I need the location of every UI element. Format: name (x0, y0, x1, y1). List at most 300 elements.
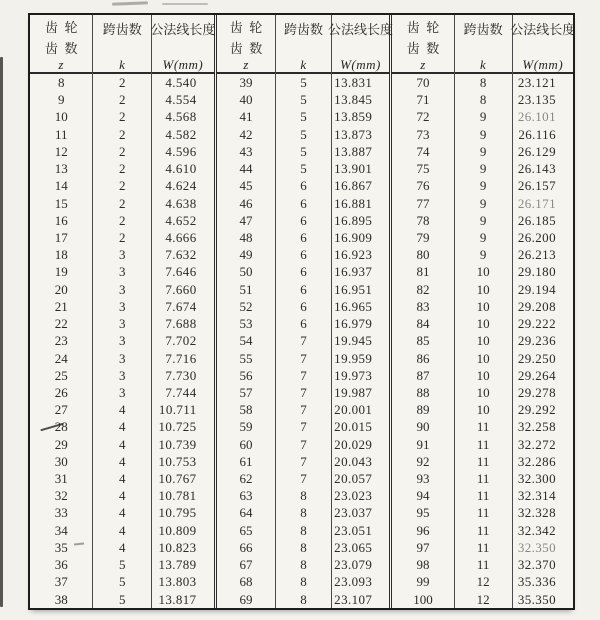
k-cell: 11 (454, 418, 512, 435)
k-cell: 6 (275, 229, 330, 246)
w-cell: 13.845 (331, 91, 390, 108)
k-cell: 5 (92, 591, 151, 608)
z-cell: 95 (416, 505, 430, 521)
k-cell: 3 (92, 281, 151, 298)
z-cell: 29 (54, 436, 68, 452)
z-cell: 31 (54, 471, 68, 487)
k-cell: 11 (454, 436, 512, 453)
k-cell: 8 (454, 91, 512, 108)
k-cell: 6 (275, 212, 330, 229)
k-cell: 3 (92, 315, 151, 332)
w-cell: 23.107 (331, 591, 390, 608)
z-cell: 71 (416, 92, 430, 108)
w-cell: 13.859 (331, 108, 390, 125)
w-cell: 29.278 (512, 384, 573, 401)
w-cell: 16.937 (331, 263, 390, 280)
z-cell: 79 (416, 229, 430, 245)
k-cell: 10 (454, 367, 512, 384)
k-cell: 5 (275, 108, 330, 125)
k-cell: 3 (92, 332, 151, 349)
w-cell: 7.660 (151, 281, 213, 298)
z-cell: 63 (239, 488, 253, 504)
k-cell: 12 (454, 591, 512, 608)
w-cell: 20.001 (331, 401, 390, 418)
z-cell: 90 (416, 419, 430, 435)
k-cell: 10 (454, 401, 512, 418)
gear-teeth-symbol: z (420, 57, 426, 72)
span-teeth-symbol: k (300, 57, 307, 72)
k-cell: 6 (275, 315, 330, 332)
w-cell: 29.250 (512, 350, 573, 367)
z-cell: 36 (54, 557, 68, 573)
k-cell: 6 (275, 281, 330, 298)
gear-teeth-label-line1: 齿 轮 (229, 20, 263, 35)
k-cell: 8 (275, 487, 330, 504)
z-cell: 9 (57, 92, 65, 108)
z-cell: 55 (239, 350, 253, 366)
k-cell: 7 (275, 453, 330, 470)
k-cell: 11 (454, 556, 512, 573)
z-cell: 97 (416, 539, 430, 555)
page-edge-shadow (0, 57, 3, 607)
w-cell: 16.881 (331, 195, 390, 212)
z-cell: 81 (416, 264, 430, 280)
k-cell: 12 (454, 573, 512, 590)
normal-length-label: 公法线长度 (327, 22, 393, 37)
w-cell: 13.873 (331, 126, 390, 143)
z-cell: 60 (239, 436, 253, 452)
k-cell: 3 (92, 350, 151, 367)
z-cell: 58 (239, 402, 253, 418)
k-cell: 11 (454, 504, 512, 521)
z-cell: 45 (239, 178, 253, 194)
w-cell: 26.101 (512, 108, 573, 125)
w-cell: 13.789 (151, 556, 213, 573)
k-cell: 4 (92, 522, 151, 539)
z-cell: 64 (239, 505, 253, 521)
k-cell: 7 (275, 367, 330, 384)
w-cell: 23.079 (331, 556, 390, 573)
w-cell: 26.200 (512, 229, 573, 246)
common-normal-length-table (28, 13, 575, 610)
k-cell: 3 (92, 263, 151, 280)
w-cell: 16.951 (331, 281, 390, 298)
z-cell: 74 (416, 143, 430, 159)
z-cell: 52 (239, 298, 253, 314)
k-cell: 2 (92, 160, 151, 177)
normal-length-symbol: W(mm) (522, 57, 564, 72)
k-cell: 4 (92, 487, 151, 504)
table-group-2 (214, 15, 393, 608)
header-normal-length (510, 15, 576, 77)
table-body (30, 74, 214, 608)
w-cell: 16.867 (331, 177, 390, 194)
header-gear-teeth (392, 15, 453, 77)
z-cell: 34 (54, 522, 68, 538)
k-cell: 3 (92, 298, 151, 315)
w-cell: 7.716 (151, 350, 213, 367)
k-cell: 9 (454, 143, 512, 160)
k-cell: 8 (454, 74, 512, 91)
z-cell: 70 (416, 75, 430, 90)
k-cell: 11 (454, 487, 512, 504)
w-cell: 32.258 (512, 418, 573, 435)
w-cell: 32.300 (512, 470, 573, 487)
z-cell: 98 (416, 557, 430, 573)
z-cell: 82 (416, 281, 430, 297)
k-cell: 5 (275, 160, 330, 177)
k-cell: 2 (92, 74, 151, 91)
w-cell: 26.185 (512, 212, 573, 229)
k-cell: 9 (454, 246, 512, 263)
k-cell: 7 (275, 418, 330, 435)
z-cell: 89 (416, 402, 430, 418)
w-cell: 10.725 (151, 418, 213, 435)
w-cell: 26.157 (512, 177, 573, 194)
w-cell: 32.342 (512, 522, 573, 539)
w-cell: 4.540 (151, 74, 213, 91)
normal-length-label: 公法线长度 (150, 22, 216, 37)
table-group-3 (389, 15, 576, 608)
table-group-1 (30, 15, 214, 608)
normal-length-symbol: W(mm) (162, 57, 204, 72)
w-cell: 4.554 (151, 91, 213, 108)
w-cell: 10.795 (151, 504, 213, 521)
k-cell: 11 (454, 470, 512, 487)
z-cell: 10 (54, 109, 68, 125)
w-cell: 7.674 (151, 298, 213, 315)
k-cell: 9 (454, 195, 512, 212)
gear-teeth-label-line1: 齿 轮 (44, 20, 78, 35)
k-cell: 6 (275, 246, 330, 263)
w-cell: 26.143 (512, 160, 573, 177)
header-span-teeth (92, 15, 151, 77)
w-cell: 19.987 (331, 384, 390, 401)
w-cell: 19.945 (331, 332, 390, 349)
w-cell: 4.596 (151, 143, 213, 160)
w-cell: 10.739 (151, 436, 213, 453)
k-cell: 5 (275, 143, 330, 160)
z-cell: 37 (54, 574, 68, 590)
z-cell: 100 (413, 591, 433, 607)
z-cell: 86 (416, 350, 430, 366)
w-cell: 32.314 (512, 487, 573, 504)
z-cell: 80 (416, 247, 430, 263)
z-cell: 65 (239, 522, 253, 538)
k-cell: 10 (454, 263, 512, 280)
k-cell: 10 (454, 298, 512, 315)
w-cell: 10.767 (151, 470, 213, 487)
k-cell: 10 (454, 281, 512, 298)
k-cell: 9 (454, 177, 512, 194)
z-cell: 66 (239, 539, 253, 555)
z-cell: 32 (54, 488, 68, 504)
w-cell: 29.222 (512, 315, 573, 332)
k-cell: 5 (275, 91, 330, 108)
w-cell: 16.895 (331, 212, 390, 229)
z-cell: 87 (416, 367, 430, 383)
header-gear-teeth (30, 15, 92, 77)
z-cell: 57 (239, 384, 253, 400)
z-cell: 43 (239, 143, 253, 159)
k-cell: 4 (92, 470, 151, 487)
z-cell: 46 (239, 195, 253, 211)
z-cell: 59 (239, 419, 253, 435)
k-cell: 9 (454, 212, 512, 229)
z-cell: 33 (54, 505, 68, 521)
z-cell: 28 (54, 419, 68, 435)
z-cell: 39 (239, 75, 253, 90)
w-cell: 4.582 (151, 126, 213, 143)
w-cell: 7.688 (151, 315, 213, 332)
z-cell: 35 (54, 539, 68, 555)
k-cell: 8 (275, 556, 330, 573)
z-cell: 19 (54, 264, 68, 280)
z-cell: 62 (239, 471, 253, 487)
header-span-teeth (275, 15, 330, 77)
w-cell: 20.015 (331, 418, 390, 435)
z-cell: 50 (239, 264, 253, 280)
w-cell: 23.065 (331, 539, 390, 556)
group-header (30, 15, 214, 74)
w-cell: 7.632 (151, 246, 213, 263)
k-cell: 5 (275, 126, 330, 143)
w-cell: 32.328 (512, 504, 573, 521)
gear-teeth-label-line1: 齿 轮 (406, 20, 440, 35)
k-cell: 10 (454, 350, 512, 367)
k-cell: 7 (275, 470, 330, 487)
z-cell: 77 (416, 195, 430, 211)
w-cell: 29.292 (512, 401, 573, 418)
gear-teeth-label-line2: 齿 数 (406, 41, 440, 56)
k-cell: 3 (92, 246, 151, 263)
k-cell: 3 (92, 384, 151, 401)
k-cell: 11 (454, 522, 512, 539)
k-cell: 9 (454, 229, 512, 246)
w-cell: 10.809 (151, 522, 213, 539)
w-cell: 13.803 (151, 573, 213, 590)
z-cell: 17 (54, 229, 68, 245)
header-normal-length (150, 15, 216, 77)
w-cell: 29.208 (512, 298, 573, 315)
k-cell: 11 (454, 453, 512, 470)
z-cell: 30 (54, 453, 68, 469)
z-cell: 49 (239, 247, 253, 263)
z-cell: 94 (416, 488, 430, 504)
gear-teeth-label-line2: 齿 数 (229, 41, 263, 56)
k-cell: 9 (454, 126, 512, 143)
k-cell: 5 (92, 573, 151, 590)
w-cell: 23.037 (331, 504, 390, 521)
header-normal-length (327, 15, 393, 77)
w-cell: 4.652 (151, 212, 213, 229)
z-cell: 85 (416, 333, 430, 349)
k-cell: 8 (275, 504, 330, 521)
z-cell: 20 (54, 281, 68, 297)
z-cell: 68 (239, 574, 253, 590)
w-cell: 32.370 (512, 556, 573, 573)
w-cell: 7.646 (151, 263, 213, 280)
normal-length-label: 公法线长度 (510, 22, 576, 37)
z-cell: 24 (54, 350, 68, 366)
k-cell: 6 (275, 298, 330, 315)
w-cell: 20.029 (331, 436, 390, 453)
w-cell: 29.236 (512, 332, 573, 349)
w-cell: 35.350 (512, 591, 573, 608)
z-cell: 53 (239, 316, 253, 332)
z-cell: 69 (239, 591, 253, 607)
k-cell: 2 (92, 91, 151, 108)
w-cell: 29.194 (512, 281, 573, 298)
z-cell: 91 (416, 436, 430, 452)
k-cell: 7 (275, 384, 330, 401)
span-teeth-label: 跨齿数 (463, 22, 503, 37)
z-cell: 84 (416, 316, 430, 332)
z-cell: 26 (54, 384, 68, 400)
w-cell: 23.135 (512, 91, 573, 108)
z-cell: 72 (416, 109, 430, 125)
k-cell: 4 (92, 436, 151, 453)
w-cell: 13.887 (331, 143, 390, 160)
gear-teeth-label-line2: 齿 数 (44, 41, 78, 56)
z-cell: 56 (239, 367, 253, 383)
k-cell: 4 (92, 504, 151, 521)
w-cell: 10.711 (151, 401, 213, 418)
k-cell: 2 (92, 229, 151, 246)
z-cell: 92 (416, 453, 430, 469)
gear-teeth-symbol: z (58, 57, 64, 72)
z-cell: 23 (54, 333, 68, 349)
k-cell: 4 (92, 401, 151, 418)
k-cell: 8 (275, 522, 330, 539)
z-cell: 22 (54, 316, 68, 332)
z-cell: 11 (54, 126, 68, 142)
header-gear-teeth (217, 15, 276, 77)
w-cell: 29.264 (512, 367, 573, 384)
z-cell: 54 (239, 333, 253, 349)
z-cell: 12 (54, 143, 68, 159)
k-cell: 4 (92, 539, 151, 556)
w-cell: 23.121 (512, 74, 573, 91)
z-cell: 75 (416, 161, 430, 177)
z-cell: 21 (54, 298, 68, 314)
k-cell: 7 (275, 401, 330, 418)
w-cell: 16.979 (331, 315, 390, 332)
span-teeth-label: 跨齿数 (102, 22, 142, 37)
k-cell: 2 (92, 195, 151, 212)
k-cell: 9 (454, 160, 512, 177)
w-cell: 10.781 (151, 487, 213, 504)
z-cell: 96 (416, 522, 430, 538)
k-cell: 2 (92, 177, 151, 194)
k-cell: 8 (275, 591, 330, 608)
k-cell: 10 (454, 384, 512, 401)
group-header (392, 15, 576, 74)
w-cell: 20.057 (331, 470, 390, 487)
w-cell: 16.923 (331, 246, 390, 263)
z-cell: 51 (239, 281, 253, 297)
z-cell: 67 (239, 557, 253, 573)
z-cell: 38 (54, 591, 68, 607)
k-cell: 11 (454, 539, 512, 556)
w-cell: 7.702 (151, 332, 213, 349)
z-cell: 42 (239, 126, 253, 142)
w-cell: 4.610 (151, 160, 213, 177)
k-cell: 8 (275, 539, 330, 556)
z-cell: 93 (416, 471, 430, 487)
z-cell: 13 (54, 161, 68, 177)
w-cell: 26.213 (512, 246, 573, 263)
header-span-teeth (454, 15, 512, 77)
k-cell: 6 (275, 177, 330, 194)
w-cell: 35.336 (512, 573, 573, 590)
w-cell: 19.973 (331, 367, 390, 384)
k-cell: 6 (275, 263, 330, 280)
w-cell: 26.129 (512, 143, 573, 160)
z-cell: 15 (54, 195, 68, 211)
normal-length-symbol: W(mm) (340, 57, 381, 72)
w-cell: 20.043 (331, 453, 390, 470)
k-cell: 10 (454, 332, 512, 349)
k-cell: 10 (454, 315, 512, 332)
w-cell: 10.823 (151, 539, 213, 556)
group-header (217, 15, 393, 74)
ink-smudge (112, 1, 148, 5)
k-cell: 5 (92, 556, 151, 573)
w-cell: 13.901 (331, 160, 390, 177)
z-cell: 41 (239, 109, 253, 125)
k-cell: 4 (92, 418, 151, 435)
z-cell: 40 (239, 92, 253, 108)
z-cell: 44 (239, 161, 253, 177)
w-cell: 32.350 (512, 539, 573, 556)
w-cell: 13.817 (151, 591, 213, 608)
w-cell: 7.744 (151, 384, 213, 401)
w-cell: 23.023 (331, 487, 390, 504)
w-cell: 13.831 (331, 74, 390, 91)
k-cell: 7 (275, 436, 330, 453)
table-body (217, 74, 390, 608)
w-cell: 26.171 (512, 195, 573, 212)
z-cell: 18 (54, 247, 68, 263)
z-cell: 47 (239, 212, 253, 228)
z-cell: 78 (416, 212, 430, 228)
gear-teeth-symbol: z (243, 57, 249, 72)
z-cell: 76 (416, 178, 430, 194)
z-cell: 25 (54, 367, 68, 383)
k-cell: 7 (275, 350, 330, 367)
span-teeth-symbol: k (119, 57, 126, 72)
w-cell: 16.909 (331, 229, 390, 246)
w-cell: 19.959 (331, 350, 390, 367)
ink-smudge (162, 3, 208, 5)
span-teeth-label: 跨齿数 (283, 22, 323, 37)
z-cell: 8 (57, 75, 65, 90)
k-cell: 2 (92, 143, 151, 160)
w-cell: 32.286 (512, 453, 573, 470)
z-cell: 73 (416, 126, 430, 142)
k-cell: 2 (92, 108, 151, 125)
k-cell: 6 (275, 195, 330, 212)
w-cell: 4.568 (151, 108, 213, 125)
z-cell: 61 (239, 453, 253, 469)
k-cell: 4 (92, 453, 151, 470)
span-teeth-symbol: k (480, 57, 487, 72)
w-cell: 32.272 (512, 436, 573, 453)
table-body (392, 74, 573, 608)
w-cell: 10.753 (151, 453, 213, 470)
w-cell: 23.093 (331, 573, 390, 590)
